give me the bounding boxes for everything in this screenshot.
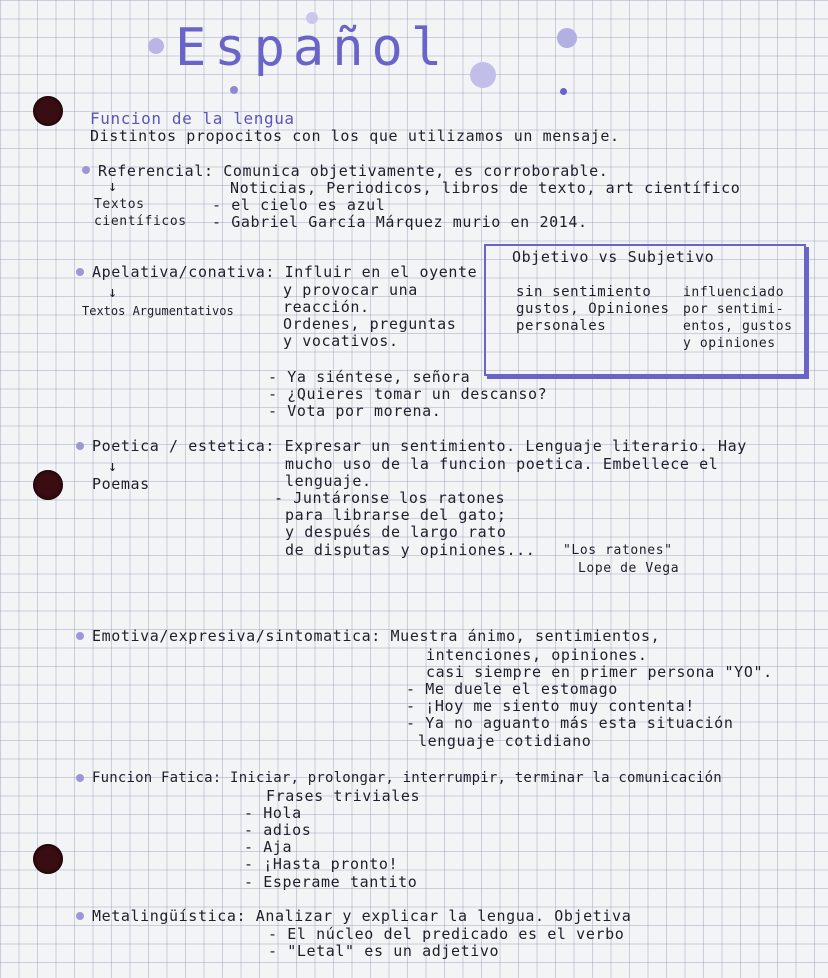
referencial-side: Textos <box>94 197 145 212</box>
box-left: sin sentimiento <box>516 284 652 300</box>
section-text: Distintos propocitos con los que utilizamos un mensaje. <box>90 127 620 145</box>
binder-hole-3 <box>33 844 63 874</box>
fatica-line: Frases triviales <box>266 787 421 805</box>
poetica-line: mucho uso de la funcion poetica. Embellece el <box>285 455 719 473</box>
binder-hole-1 <box>33 96 63 126</box>
poetica-side: ↓ <box>108 457 118 475</box>
referencial-line: Referencial: Comunica objetivamente, es corroborable. <box>98 162 609 180</box>
poetica-line: Poetica / estetica: Expresar un sentimiento. Lenguaje literario. Hay <box>92 437 747 455</box>
binder-hole-2 <box>33 470 63 500</box>
referencial-line: - el cielo es azul <box>212 196 386 214</box>
bullet <box>82 166 90 174</box>
bullet <box>76 912 84 920</box>
metalinguistica-line: - El núcleo del predicado es el verbo <box>268 925 625 943</box>
fatica-line: - Hola <box>244 804 302 822</box>
fatica-line: - ¡Hasta pronto! <box>244 855 399 873</box>
section-heading: Funcion de la lengua <box>90 109 295 128</box>
apelativa-line: y provocar una <box>283 281 418 299</box>
emotiva-line: - Me duele el estomago <box>406 680 618 698</box>
emotiva-line: casi siempre en primer persona "YO". <box>426 663 773 681</box>
fatica-line: Funcion Fatica: Iniciar, prolongar, interrumpir, terminar la comunicación <box>92 770 722 786</box>
box-right: entos, gustos <box>683 319 793 334</box>
poetica-line: - Juntáronse los ratones <box>274 489 506 507</box>
apelativa-line: reacción. <box>283 298 370 316</box>
poetica-quote: "Los ratones" <box>563 543 673 558</box>
poetica-line: lenguaje. <box>285 472 372 490</box>
emotiva-line: Emotiva/expresiva/sintomatica: Muestra ánimo, sentimientos, <box>92 627 661 645</box>
fatica-line: - adios <box>244 821 312 839</box>
emotiva-line: - ¡Hoy me siento muy contenta! <box>406 697 695 715</box>
poetica-quote: Lope de Vega <box>578 561 680 576</box>
page-title: Español <box>175 18 451 78</box>
box-left: personales <box>516 318 607 334</box>
apelativa-line: y vocativos. <box>283 332 399 350</box>
apelativa-line: - ¿Quieres tomar un descanso? <box>268 385 548 403</box>
bullet <box>76 774 84 782</box>
poetica-line: y después de largo rato <box>285 523 507 541</box>
decor-dot <box>557 28 577 48</box>
apelativa-side: Textos Argumentativos <box>82 304 234 318</box>
fatica-line: - Esperame tantito <box>244 873 418 891</box>
metalinguistica-line: - "Letal" es un adjetivo <box>268 942 500 960</box>
bullet <box>76 632 84 640</box>
referencial-line: Noticias, Periodicos, libros de texto, art científico <box>230 179 741 197</box>
box-title: Objetivo vs Subjetivo <box>512 248 715 266</box>
referencial-line: - Gabriel García Márquez murio en 2014. <box>212 213 588 231</box>
apelativa-line: - Vota por morena. <box>268 402 442 420</box>
emotiva-line: intenciones, opiniones. <box>426 646 648 664</box>
decor-dot <box>470 62 496 88</box>
fatica-line: - Aja <box>244 838 293 856</box>
apelativa-line: Ordenes, preguntas <box>283 315 457 333</box>
poetica-line: para librarse del gato; <box>285 506 507 524</box>
apelativa-line: - Ya siéntese, señora <box>268 368 471 386</box>
metalinguistica-line: Metalingüística: Analizar y explicar la lengua. Objetiva <box>92 907 632 925</box>
emotiva-line: lenguaje cotidiano <box>418 732 592 750</box>
emotiva-line: - Ya no aguanto más esta situación <box>406 714 734 732</box>
referencial-side: ↓ <box>108 177 118 195</box>
decor-dot <box>148 38 164 54</box>
decor-dot <box>560 88 567 95</box>
box-right: y opiniones <box>683 336 776 351</box>
bullet <box>76 442 84 450</box>
poetica-side: Poemas <box>92 475 150 493</box>
apelativa-line: Apelativa/conativa: Influir en el oyente <box>92 263 478 281</box>
referencial-side: científicos <box>94 214 187 229</box>
bullet <box>76 268 84 276</box>
box-left: gustos, Opiniones <box>516 301 670 317</box>
poetica-line: de disputas y opiniones... <box>285 541 536 559</box>
box-right: por sentimi- <box>683 302 785 317</box>
decor-dot <box>230 86 238 94</box>
apelativa-side: ↓ <box>108 283 118 301</box>
box-right: influenciado <box>683 285 785 300</box>
